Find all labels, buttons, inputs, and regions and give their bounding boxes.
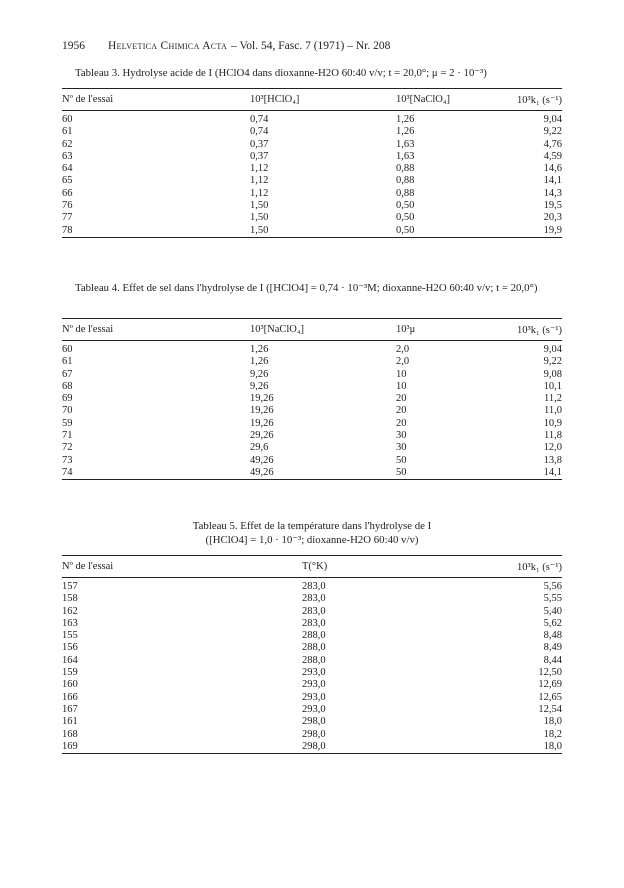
table3-cell: 4,76: [543, 138, 562, 150]
table5-cell: 18,0: [543, 740, 562, 752]
table3-cell: 0,50: [396, 224, 415, 236]
table3-cell: 0,74: [250, 126, 269, 138]
table5-cell: 12,69: [538, 679, 562, 691]
table5-caption-line1: Tableau 5. Effet de la température dans l'hydrolyse de I: [192, 520, 432, 532]
table5-cell: 164: [62, 654, 78, 666]
table4-cell: 11,2: [544, 393, 562, 405]
table-row: [62, 418, 562, 430]
table3-cell: 64: [62, 163, 73, 175]
running-header: [62, 40, 562, 52]
table5-cell: 283,0: [302, 605, 326, 617]
table3-cell: 0,88: [396, 163, 415, 175]
table5-cell: 288,0: [302, 654, 326, 666]
table4-cell: 50: [396, 466, 407, 478]
table3-cell: 63: [62, 150, 73, 162]
table4-header-row: [62, 319, 562, 341]
table4-cell: 19,26: [250, 417, 274, 429]
table3-cell: 60: [62, 114, 73, 125]
table-row: [62, 111, 562, 127]
table4-cell: 10: [396, 368, 407, 380]
table5-cell: 12,50: [538, 667, 562, 679]
page-number: 1956: [62, 40, 85, 52]
table5-cell: 12,54: [538, 703, 562, 715]
table-row: [62, 341, 562, 357]
table3-cell: 1,26: [396, 114, 415, 125]
table4-cell: 12,0: [543, 442, 562, 454]
table3-cell: 0,37: [250, 138, 269, 150]
table3-cell: 65: [62, 175, 73, 187]
table4-cell: 49,26: [250, 454, 274, 466]
table5-col-header: Nº de l'essai: [62, 556, 302, 578]
table3-cell: 0,88: [396, 175, 415, 187]
table3-cell: 66: [62, 187, 73, 199]
table4-cell: 1,26: [250, 356, 269, 368]
table3-cell: 1,26: [396, 126, 415, 138]
table-row: [62, 593, 562, 605]
table5-cell: 168: [62, 728, 78, 740]
table4-cell: 14,1: [543, 466, 562, 478]
table4-cell: 20: [396, 393, 407, 405]
volume-info: – Vol. 54, Fasc. 7 (1971) – Nr. 208: [231, 40, 391, 52]
table3-cell: 0,50: [396, 212, 415, 224]
table-row: [62, 163, 562, 175]
table-row: [62, 741, 562, 754]
table4-cell: 9,26: [250, 380, 269, 392]
table-row: [62, 704, 562, 716]
table5-cell: 159: [62, 667, 78, 679]
table4-cell: 11,8: [544, 430, 562, 442]
table4-cell: 19,26: [250, 393, 274, 405]
table5-cell: 157: [62, 581, 78, 592]
table3-cell: 77: [62, 212, 73, 224]
table3-cell: 78: [62, 224, 73, 236]
table5-col-header: T(°K): [302, 556, 392, 578]
table4-cell: 13,8: [543, 454, 562, 466]
table4-cell: 20: [396, 405, 407, 417]
table-row: [62, 139, 562, 151]
table3-cell: 1,50: [250, 200, 269, 212]
table5-cell: 5,56: [543, 581, 562, 592]
table5-cell: 5,55: [543, 593, 562, 605]
table4-body: [62, 341, 562, 480]
table3-cell: 1,63: [396, 138, 415, 150]
table4-cell: 69: [62, 393, 73, 405]
table-row: [62, 455, 562, 467]
table3-cell: 19,9: [543, 224, 562, 236]
table3-cell: 0,50: [396, 200, 415, 212]
table4-col-header: 10³μ: [358, 319, 478, 341]
table4-cell: 10,9: [543, 417, 562, 429]
table5-cell: 156: [62, 642, 78, 654]
table5: [62, 555, 562, 756]
table3-cell: 61: [62, 126, 73, 138]
table-row: [62, 393, 562, 405]
table5-cell: 18,0: [543, 716, 562, 728]
table3-cell: 1,12: [250, 163, 269, 175]
table4-cell: 9,22: [543, 356, 562, 368]
table3-cell: 4,59: [543, 150, 562, 162]
table5-cell: 8,48: [543, 630, 562, 642]
table5-cell: 5,62: [543, 617, 562, 629]
table5-cell: 18,2: [543, 728, 562, 740]
table3-col-header: 10³k₁ (s⁻¹): [478, 89, 562, 111]
table5-cell: 155: [62, 630, 78, 642]
table-row: [62, 175, 562, 187]
table-row: [62, 151, 562, 163]
table3-cell: 20,3: [543, 212, 562, 224]
table4-cell: 2,0: [396, 356, 410, 368]
table4-cell: 1,26: [250, 344, 269, 355]
table5-cell: 288,0: [302, 630, 326, 642]
table3-cell: 62: [62, 138, 73, 150]
table5-cell: 158: [62, 593, 78, 605]
table4-cell: 9,26: [250, 368, 269, 380]
table5-cell: 283,0: [302, 581, 326, 592]
table-row: [62, 225, 562, 238]
table4-caption: Tableau 4. Effet de sel dans l'hydrolyse de I ([HClO4] = 0,74 · 10⁻³M; dioxanne-H2O 60:40 v/v; t = 20,0°): [75, 282, 538, 294]
table5-col-header: 10³k₁ (s⁻¹): [392, 556, 562, 578]
table3-col-header: Nº de l'essai: [62, 89, 212, 111]
table-row: [62, 381, 562, 393]
table4-cell: 49,26: [250, 466, 274, 478]
table4-cell: 9,04: [543, 344, 562, 355]
table-row: [62, 729, 562, 741]
table4-cell: 72: [62, 442, 73, 454]
table3-body: [62, 111, 562, 238]
table3-cell: 0,37: [250, 150, 269, 162]
table4-cell: 70: [62, 405, 73, 417]
table-row: [62, 369, 562, 381]
table5-cell: 161: [62, 716, 78, 728]
table3-cell: 14,1: [543, 175, 562, 187]
table3-col-header: 10³[NaClO₄]: [358, 89, 478, 111]
table-row: [62, 188, 562, 200]
table-row: [62, 467, 562, 480]
table3: [62, 88, 562, 240]
table-row: [62, 430, 562, 442]
table-row: [62, 405, 562, 417]
table-row: [62, 212, 562, 224]
table-row: [62, 618, 562, 630]
table5-cell: 8,49: [543, 642, 562, 654]
table5-cell: 283,0: [302, 593, 326, 605]
table-row: [62, 356, 562, 368]
table4-cell: 30: [396, 442, 407, 454]
table3-cell: 0,74: [250, 114, 269, 125]
table5-cell: 162: [62, 605, 78, 617]
table4-cell: 67: [62, 368, 73, 380]
table-row: [62, 578, 562, 594]
table5-cell: 283,0: [302, 617, 326, 629]
table4-cell: 60: [62, 344, 73, 355]
table4-cell: 59: [62, 417, 73, 429]
table5-cell: 167: [62, 703, 78, 715]
table4-cell: 20: [396, 417, 407, 429]
table4-cell: 10: [396, 380, 407, 392]
table3-cell: 76: [62, 200, 73, 212]
table-row: [62, 630, 562, 642]
table3-cell: 1,50: [250, 224, 269, 236]
table-row: [62, 642, 562, 654]
table5-cell: 160: [62, 679, 78, 691]
table3-cell: 1,12: [250, 187, 269, 199]
table3-cell: 1,63: [396, 150, 415, 162]
table5-cell: 293,0: [302, 667, 326, 679]
table4-cell: 29,6: [250, 442, 269, 454]
table5-header-row: [62, 556, 562, 578]
table4-cell: 19,26: [250, 405, 274, 417]
table-row: [62, 692, 562, 704]
table5-cell: 298,0: [302, 728, 326, 740]
table5-cell: 293,0: [302, 691, 326, 703]
table4-cell: 11,0: [544, 405, 562, 417]
table3-cell: 14,3: [543, 187, 562, 199]
table3-cell: 14,6: [543, 163, 562, 175]
table3-cell: 19,5: [543, 200, 562, 212]
table3-caption: Tableau 3. Hydrolyse acide de I (HClO4 dans dioxanne-H2O 60:40 v/v; t = 20,0°; μ = 2 · 10⁻³): [75, 67, 487, 79]
table4-col-header: 10³[NaClO₄]: [212, 319, 358, 341]
table5-cell: 293,0: [302, 703, 326, 715]
table-row: [62, 667, 562, 679]
table5-cell: 169: [62, 740, 78, 752]
table4-cell: 29,26: [250, 430, 274, 442]
table4-cell: 61: [62, 356, 73, 368]
table4-cell: 50: [396, 454, 407, 466]
table4: [62, 318, 562, 482]
table5-cell: 8,44: [543, 654, 562, 666]
table3-cell: 9,22: [543, 126, 562, 138]
table5-caption-line2: ([HClO4] = 1,0 · 10⁻³; dioxanne-H2O 60:40 v/v): [205, 534, 419, 546]
table4-cell: 71: [62, 430, 73, 442]
table-row: [62, 679, 562, 691]
table4-cell: 9,08: [543, 368, 562, 380]
table5-cell: 163: [62, 617, 78, 629]
table5-body: [62, 578, 562, 754]
table4-cell: 2,0: [396, 344, 410, 355]
table3-cell: 1,12: [250, 175, 269, 187]
table4-cell: 68: [62, 380, 73, 392]
table5-caption: [62, 519, 562, 547]
table5-cell: 298,0: [302, 716, 326, 728]
table-row: [62, 200, 562, 212]
table-row: [62, 716, 562, 728]
table-row: [62, 442, 562, 454]
table3-cell: 0,88: [396, 187, 415, 199]
journal-name: Helvetica Chimica Acta: [108, 40, 228, 52]
table5-cell: 293,0: [302, 679, 326, 691]
table3-cell: 1,50: [250, 212, 269, 224]
table3-header-row: [62, 89, 562, 111]
table3-cell: 9,04: [543, 114, 562, 125]
table4-cell: 10,1: [543, 380, 562, 392]
table5-cell: 12,65: [538, 691, 562, 703]
table4-cell: 73: [62, 454, 73, 466]
table5-cell: 166: [62, 691, 78, 703]
table-row: [62, 655, 562, 667]
table3-col-header: 10³[HClO₄]: [212, 89, 358, 111]
table4-col-header: 10³k₁ (s⁻¹): [478, 319, 562, 341]
table5-cell: 298,0: [302, 740, 326, 752]
table-row: [62, 606, 562, 618]
table4-cell: 30: [396, 430, 407, 442]
table-row: [62, 126, 562, 138]
table5-cell: 288,0: [302, 642, 326, 654]
table5-cell: 5,40: [543, 605, 562, 617]
table4-cell: 74: [62, 466, 73, 478]
table4-col-header: Nº de l'essai: [62, 319, 212, 341]
